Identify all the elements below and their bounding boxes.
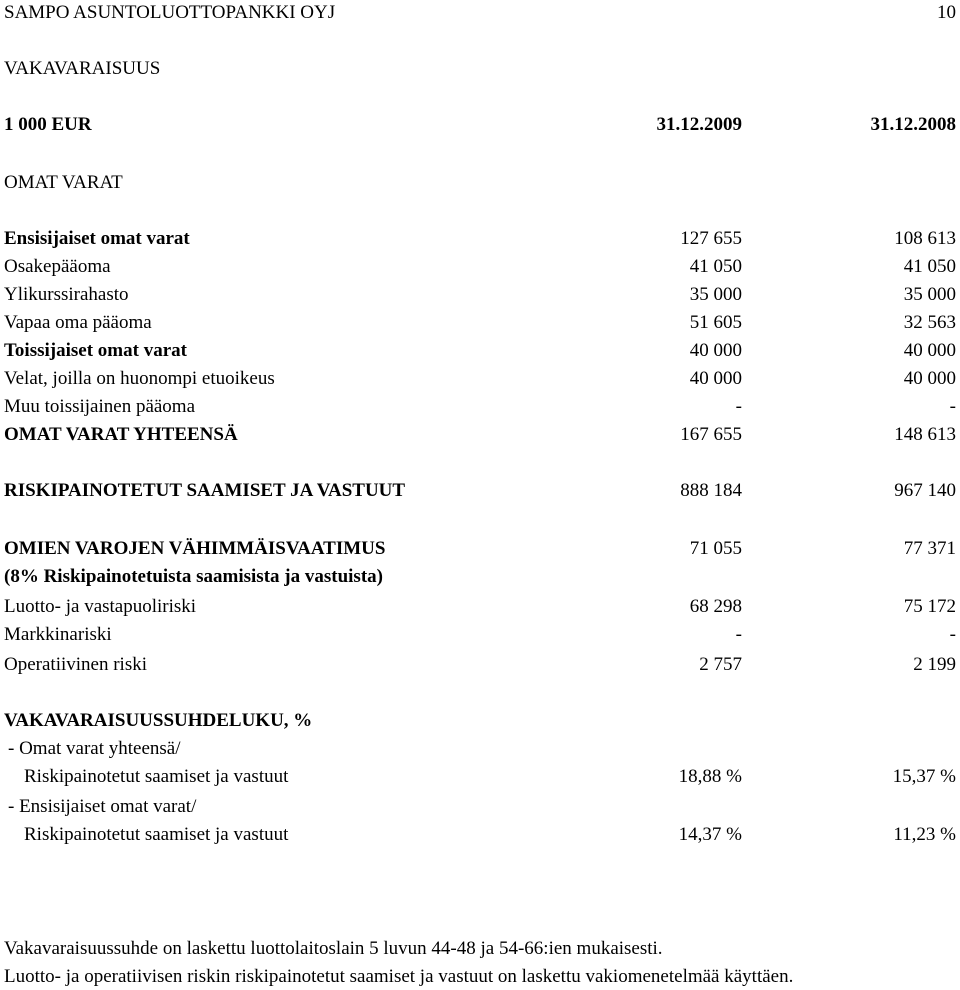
minimum-requirement-subheading-row [4,564,956,590]
table-row [4,282,956,308]
table-row [4,394,956,420]
row-label: Vapaa oma pääoma [4,312,152,333]
ratio-heading-row [4,708,956,734]
row-label: Operatiivinen riski [4,654,147,675]
value-2008: 148 613 [894,424,956,445]
risk-weighted-row [4,478,956,504]
row-label: OMAT VARAT YHTEENSÄ [4,424,238,445]
value-2009: 40 000 [689,340,742,361]
row-label: Muu toissijainen pääoma [4,396,196,417]
value-2009: 71 055 [689,538,742,559]
table-row [4,594,956,620]
value-2009: 41 050 [689,256,742,277]
value-2008: 75 172 [903,596,956,617]
value-2009: 51 605 [689,312,742,333]
column-header-row [4,112,956,138]
own-funds-heading-row [4,170,956,196]
row-label: OMIEN VAROJEN VÄHIMMÄISVAATIMUS [4,538,386,559]
value-2008: 32 563 [903,312,956,333]
value-2008: 35 000 [903,284,956,305]
row-label: Riskipainotetut saamiset ja vastuut [24,766,289,787]
row-label: (8% Riskipainotetuista saamisista ja vastuista) [4,566,383,587]
table-row [4,622,956,648]
section-title-row [4,56,956,82]
table-row [4,652,956,678]
value-2008: 11,23 % [893,824,956,845]
table-row [4,310,956,336]
row-label: Riskipainotetut saamiset ja vastuut [24,824,289,845]
table-row [4,226,956,252]
ratio-row-2-line-1 [4,794,956,820]
value-2009: 888 184 [680,480,742,501]
row-label: Markkinariski [4,624,112,645]
row-label: RISKIPAINOTETUT SAAMISET JA VASTUUT [4,480,406,501]
column-header-2008: 31.12.2008 [870,114,956,135]
table-row [4,366,956,392]
ratio-row-1-line-2 [4,764,956,790]
value-2008: - [949,396,956,417]
own-funds-heading: OMAT VARAT [4,172,123,193]
row-label: Toissijaiset omat varat [4,340,187,361]
value-2008: 77 371 [903,538,956,559]
value-2009: 68 298 [689,596,742,617]
minimum-requirement-row [4,536,956,562]
value-2008: 40 000 [903,368,956,389]
total-row [4,422,956,448]
value-2008: 40 000 [903,340,956,361]
value-2009: 14,37 % [678,824,742,845]
value-2008: 15,37 % [892,766,956,787]
value-2008: 967 140 [894,480,956,501]
row-label: Osakepääoma [4,256,111,277]
header-row [4,0,956,26]
value-2009: 35 000 [689,284,742,305]
footnote-1: Vakavaraisuussuhde on laskettu luottolaitoslain 5 luvun 44-48 ja 54-66:ien mukaisesti. [4,938,663,959]
row-label: Luotto- ja vastapuoliriski [4,596,197,617]
value-2009: 167 655 [680,424,742,445]
value-2008: - [949,624,956,645]
row-label: - Ensisijaiset omat varat/ [8,796,197,817]
table-row [4,254,956,280]
unit-label: 1 000 EUR [4,114,92,135]
company-name: SAMPO ASUNTOLUOTTOPANKKI OYJ [4,2,336,23]
row-label: Ylikurssirahasto [4,284,129,305]
row-label: - Omat varat yhteensä/ [8,738,181,759]
table-row [4,338,956,364]
value-2009: 127 655 [680,228,742,249]
value-2008: 41 050 [903,256,956,277]
ratio-heading: VAKAVARAISUUSSUHDELUKU, % [4,710,313,731]
value-2009: 40 000 [689,368,742,389]
row-label: Ensisijaiset omat varat [4,228,190,249]
column-header-2009: 31.12.2009 [656,114,742,135]
value-2009: 2 757 [699,654,742,675]
ratio-row-2-line-2 [4,822,956,848]
row-label: Velat, joilla on huonompi etuoikeus [4,368,275,389]
value-2009: - [735,624,742,645]
ratio-row-1-line-1 [4,736,956,762]
value-2009: - [735,396,742,417]
value-2008: 2 199 [913,654,956,675]
footnote-2: Luotto- ja operatiivisen riskin riskipainotetut saamiset ja vastuut on laskettu vakiomenetelmää käyttäen. [4,966,794,987]
page-number: 10 [937,2,956,23]
value-2009: 18,88 % [678,766,742,787]
section-title: VAKAVARAISUUS [4,58,161,79]
value-2008: 108 613 [894,228,956,249]
